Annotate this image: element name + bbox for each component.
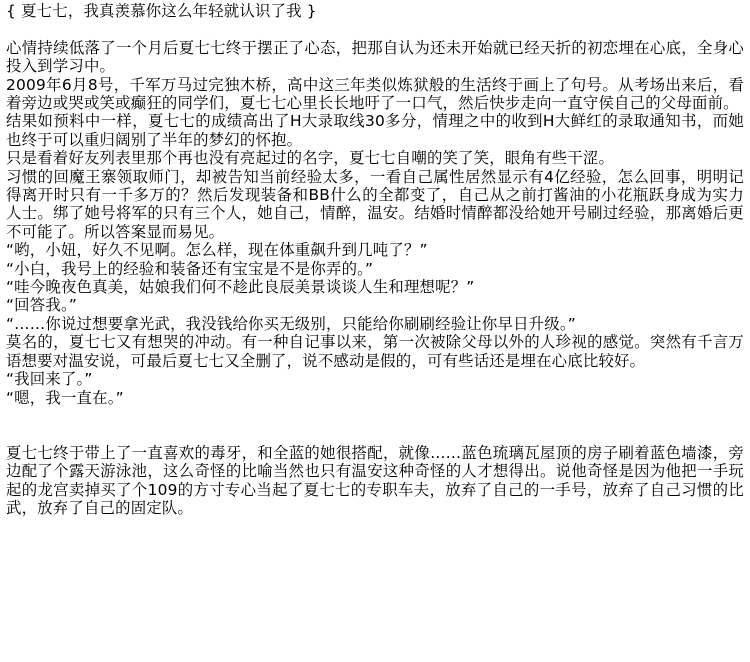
dialogue-line: “我回来了。” — [6, 370, 93, 389]
paragraph: 莫名的，夏七七又有想哭的冲动。有一种自记事以来，第一次被除父母以外的人珍视的感觉。突然有千言万语想要对温安说，可最后夏七七又全删了，说不感动是假的，可有些话还是埋在心底比较好。 — [6, 333, 744, 370]
dialogue-line: “小白，我号上的经验和装备还有宝宝是不是你弄的。” — [6, 259, 374, 278]
spacer — [6, 20, 744, 38]
paragraph: 2009年6月8号，千军万马过完独木桥，高中这三年类似炼狱般的生活终于画上了句号。从考场出来后，看着旁边或哭或笑或癫狂的同学们，夏七七心里长长地吁了一口气，然后快步走向一直守侯自己的父母面前。 — [6, 75, 744, 113]
paragraph: 只是看着好友列表里那个再也没有亮起过的名字，夏七七自嘲的笑了笑，眼角有些干涩。 — [6, 149, 615, 168]
dialogue-line: “哟，小妞，好久不见啊。怎么样，现在体重飙升到几吨了？” — [6, 241, 428, 260]
paragraph: 心情持续低落了一个月后夏七七终于摆正了心态，把那自认为还未开始就已经天折的初恋埋在心底，全身心投入到学习中。 — [6, 38, 744, 76]
dialogue-line: “哇今晚夜色真美，姑娘我们何不趁此良辰美景谈谈人生和理想呢？” — [6, 278, 475, 297]
paragraph: 习惯的回魔王寨领取师门，却被告知当前经验太多，一看自己属性居然显示有4亿经验，怎么回事，明明记得离开时只有一千多万的？然后发现装备和BB什么的全都变了，自己从之前打酱油的小花瓶跃身成为实力人士。绑了她号将军的只有三个人，她自己，情醉，温安。结婚时情醉都没给她开号刷过经验，那离婚后更不可能了。所以答案显而易见。 — [6, 167, 744, 241]
dialogue-line: “嗯，我一直在。” — [6, 388, 124, 407]
article-title: { 夏七七，我真羡慕你这么年轻就认识了我 } — [6, 2, 317, 20]
paragraph: 结果如预料中一样，夏七七的成绩高出了H大录取线30多分，情理之中的收到H大鲜红的录取通知书，而她也终于可以重归阔别了半年的梦幻的怀抱。 — [6, 112, 744, 149]
dialogue-line: “回答我。” — [6, 296, 78, 315]
spacer — [6, 407, 744, 444]
dialogue-line: “……你说过想要拿光武，我没钱给你买无级别，只能给你刷刷经验让你早日升级。” — [6, 314, 576, 333]
paragraph: 夏七七终于带上了一直喜欢的毒牙，和全蓝的她很搭配，就像……蓝色琉璃瓦屋顶的房子刷着蓝色墙漆，旁边配了个露天游泳池，这么奇怪的比喻当然也只有温安这种奇怪的人才想得出。说他奇怪是因为他把一手玩起的龙宫卖掉买了个109的方寸专心当起了夏七七的专职车夫，放弃了自己的一手号，放弃了自己习惯的比武，放弃了自己的固定队。 — [6, 443, 744, 517]
